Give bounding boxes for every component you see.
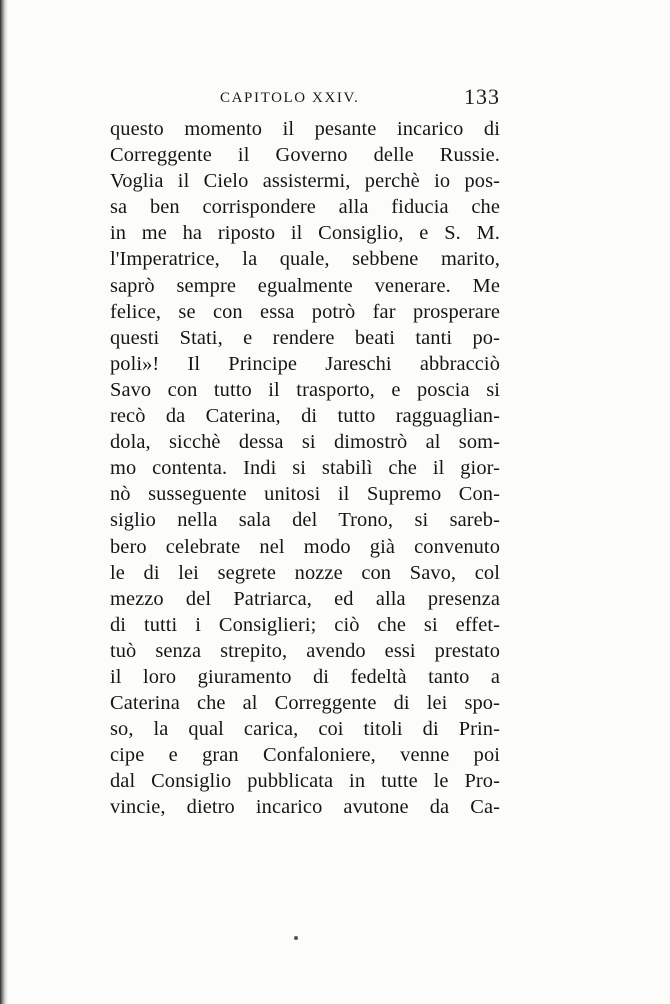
text-line: poli»! Il Principe Jareschi abbracciò	[110, 352, 500, 375]
text-line: cipe e gran Confaloniere, venne poi	[110, 744, 500, 767]
text-line: mo contenta. Indi si stabilì che il gior-	[110, 457, 500, 480]
binding-gutter	[0, 0, 8, 1004]
text-line: in me ha riposto il Consiglio, e S. M.	[110, 222, 500, 245]
text-line: Correggente il Governo delle Russie.	[110, 144, 500, 167]
text-line: tuò senza strepito, avendo essi prestato	[110, 639, 500, 662]
printer-mark	[294, 936, 298, 940]
text-line: questo momento il pesante incarico di	[110, 118, 500, 140]
text-line: le di lei segrete nozze con Savo, col	[110, 561, 500, 584]
text-line: di tutti i Consiglieri; ciò che si effet-	[110, 613, 500, 636]
text-line: dola, sicchè dessa si dimostrò al som-	[110, 431, 500, 454]
text-line: Voglia il Cielo assistermi, perchè io pos-	[110, 170, 500, 193]
text-line: sa ben corrispondere alla fiducia che	[110, 196, 500, 219]
text-line: bero celebrate nel modo già convenuto	[110, 535, 500, 558]
running-head: CAPITOLO XXIV.	[220, 90, 360, 106]
text-line: recò da Caterina, di tutto ragguaglian-	[110, 405, 500, 428]
page-number: 133	[464, 84, 500, 109]
body-text	[110, 116, 500, 821]
text-line: il loro giuramento di fedeltà tanto a	[110, 665, 500, 688]
text-line: Caterina che al Correggente di lei spo-	[110, 692, 500, 715]
text-line: Savo con tutto il trasporto, e poscia si	[110, 378, 500, 401]
book-page	[110, 84, 500, 821]
text-line: l'Imperatrice, la quale, sebbene marito,	[110, 248, 500, 271]
text-line: felice, se con essa potrò far prosperare	[110, 300, 500, 323]
text-line: saprò sempre egualmente venerare. Me	[110, 274, 500, 297]
text-line: so, la qual carica, coi titoli di Prin-	[110, 718, 500, 741]
text-line: dal Consiglio pubblicata in tutte le Pro-	[110, 770, 500, 793]
text-line: nò susseguente unitosi il Supremo Con-	[110, 483, 500, 506]
text-line: mezzo del Patriarca, ed alla presenza	[110, 587, 500, 610]
text-line: siglio nella sala del Trono, si sareb-	[110, 509, 500, 532]
page-header	[110, 84, 500, 118]
text-line: questi Stati, e rendere beati tanti po-	[110, 326, 500, 349]
text-line: vincie, dietro incarico avutone da Ca-	[110, 796, 500, 819]
